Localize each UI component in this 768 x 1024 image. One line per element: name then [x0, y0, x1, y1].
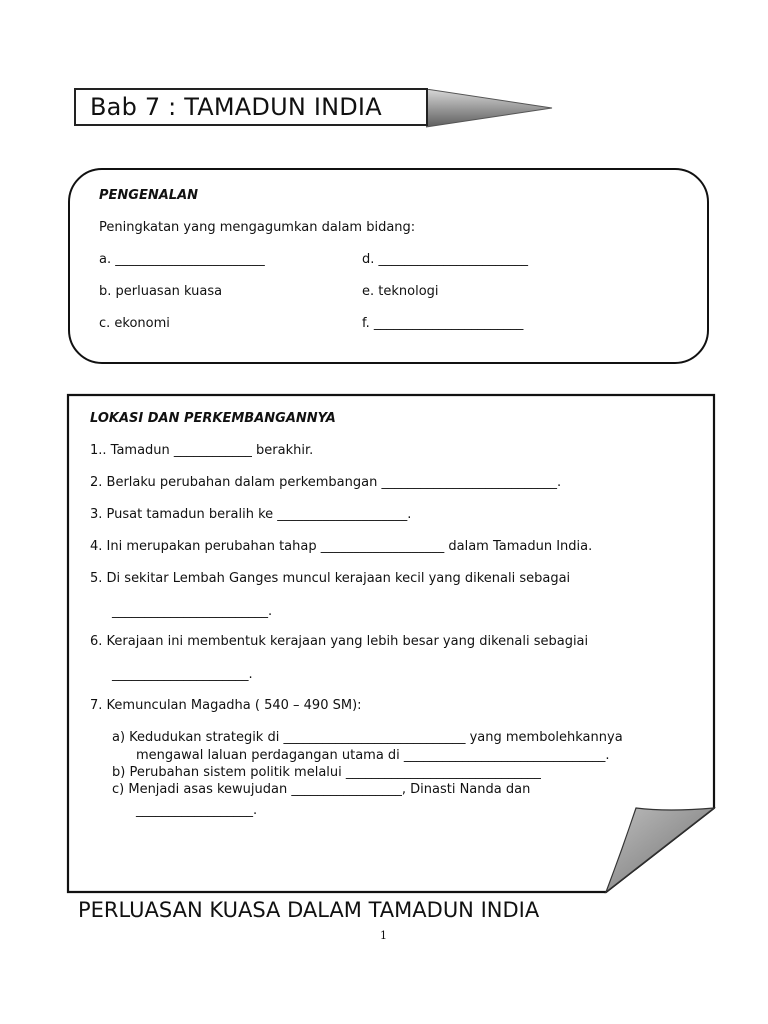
question-5: 5. Di sekitar Lembah Ganges muncul kerajaan kecil yang dikenali sebagai [90, 571, 571, 586]
question-1: 1.. Tamadun ____________ berakhir. [90, 443, 314, 458]
location-heading: LOKASI DAN PERKEMBANGANNYA [90, 411, 336, 426]
question-6-blank: _____________________. [112, 667, 253, 682]
question-4: 4. Ini merupakan perubahan tahap ___________________ dalam Tamadun India. [90, 539, 593, 554]
question-2: 2. Berlaku perubahan dalam perkembangan ___________________________. [90, 475, 562, 490]
title-arrow-shape [426, 89, 556, 129]
question-7a-line1: a) Kedudukan strategik di ____________________________ yang membolehkannya [112, 730, 623, 745]
question-7c-line2: __________________. [136, 803, 258, 818]
intro-item-a: a. _______________________ [99, 252, 265, 267]
intro-item-c: c. ekonomi [99, 316, 170, 331]
question-7: 7. Kemunculan Magadha ( 540 – 490 SM): [90, 698, 362, 713]
intro-item-f: f. _______________________ [362, 316, 524, 331]
intro-heading: PENGENALAN [99, 188, 199, 203]
question-7c-line1: c) Menjadi asas kewujudan _________________, Dinasti Nanda dan [112, 782, 531, 797]
question-6: 6. Kerajaan ini membentuk kerajaan yang lebih besar yang dikenali sebagiai [90, 634, 589, 649]
intro-item-b: b. perluasan kuasa [99, 284, 223, 299]
page-number: 1 [380, 929, 387, 942]
question-7b: b) Perubahan sistem politik melalui ______________________________ [112, 765, 541, 780]
question-7a-line2: mengawal laluan perdagangan utama di _______________________________. [136, 748, 610, 763]
chapter-title: Bab 7 : TAMADUN INDIA [90, 93, 382, 121]
intro-item-d: d. _______________________ [362, 252, 529, 267]
intro-item-e: e. teknologi [362, 284, 439, 299]
intro-prompt: Peningkatan yang mengagumkan dalam bidang: [99, 220, 416, 235]
question-3: 3. Pusat tamadun beralih ke ____________________. [90, 507, 412, 522]
title-box [74, 88, 428, 126]
question-5-blank: ________________________. [112, 604, 273, 619]
footer-title: PERLUASAN KUASA DALAM TAMADUN INDIA [78, 898, 540, 922]
